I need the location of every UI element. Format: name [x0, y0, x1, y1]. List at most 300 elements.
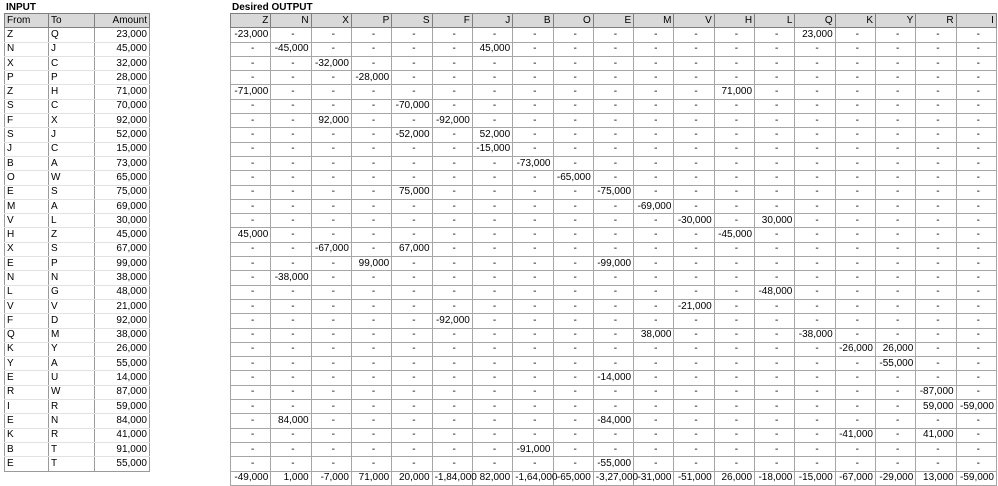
output-column-header: V — [674, 14, 714, 28]
output-column-header: X — [311, 14, 351, 28]
output-cell: - — [714, 199, 754, 213]
output-cell: - — [553, 28, 593, 42]
output-cell: - — [714, 128, 754, 142]
output-cell: - — [311, 156, 351, 170]
output-cell: - — [956, 199, 996, 213]
output-cell: - — [311, 99, 351, 113]
output-row — [231, 242, 997, 256]
input-cell: Q — [49, 28, 95, 42]
output-cell: - — [795, 185, 835, 199]
output-cell: - — [956, 142, 996, 156]
input-row — [5, 214, 150, 228]
output-cell: - — [876, 56, 916, 70]
output-cell: - — [755, 457, 795, 471]
output-cell: - — [956, 214, 996, 228]
output-row — [231, 299, 997, 313]
input-cell: F — [5, 314, 49, 328]
output-cell: - — [755, 142, 795, 156]
output-cell: -67,000 — [311, 242, 351, 256]
output-cell: - — [271, 228, 311, 242]
input-cell: 87,000 — [95, 385, 150, 399]
output-cell: - — [634, 242, 674, 256]
output-cell: - — [553, 228, 593, 242]
output-cell: - — [513, 85, 553, 99]
input-cell: Y — [5, 357, 49, 371]
output-cell: - — [916, 342, 956, 356]
output-cell: - — [553, 42, 593, 56]
output-cell: - — [392, 71, 432, 85]
output-cell: - — [553, 328, 593, 342]
output-cell: - — [956, 285, 996, 299]
output-cell: - — [795, 257, 835, 271]
output-cell: - — [271, 385, 311, 399]
output-column-header: F — [432, 14, 472, 28]
output-cell: - — [311, 442, 351, 456]
output-cell: - — [674, 400, 714, 414]
output-cell: - — [351, 171, 391, 185]
input-cell: S — [49, 242, 95, 256]
output-cell: - — [755, 271, 795, 285]
output-cell: - — [432, 42, 472, 56]
input-row — [5, 400, 150, 414]
input-cell: 26,000 — [95, 342, 150, 356]
output-cell: - — [432, 128, 472, 142]
output-cell: - — [553, 285, 593, 299]
output-cell: - — [513, 128, 553, 142]
output-cell: - — [593, 199, 633, 213]
output-cell: - — [674, 42, 714, 56]
output-cell: - — [513, 114, 553, 128]
output-cell: - — [553, 214, 593, 228]
input-cell: S — [5, 99, 49, 113]
input-row — [5, 242, 150, 256]
output-cell: - — [553, 442, 593, 456]
output-row — [231, 414, 997, 428]
output-cell: - — [351, 85, 391, 99]
output-cell: -45,000 — [714, 228, 754, 242]
output-cell: - — [351, 271, 391, 285]
output-cell: - — [835, 242, 875, 256]
output-cell: - — [674, 442, 714, 456]
input-cell: X — [5, 56, 49, 70]
output-cell: - — [714, 99, 754, 113]
output-cell: - — [432, 214, 472, 228]
output-cell: - — [835, 299, 875, 313]
output-title: Desired OUTPUT — [232, 2, 313, 13]
output-cell: - — [231, 342, 271, 356]
output-cell: - — [634, 185, 674, 199]
output-cell: - — [311, 299, 351, 313]
output-cell: 67,000 — [392, 242, 432, 256]
output-cell: - — [714, 299, 754, 313]
output-cell: - — [231, 385, 271, 399]
output-cell: - — [553, 342, 593, 356]
output-cell: - — [311, 185, 351, 199]
output-cell: - — [916, 185, 956, 199]
output-cell: - — [351, 385, 391, 399]
output-cell: - — [916, 42, 956, 56]
output-cell: - — [513, 228, 553, 242]
input-cell: R — [5, 385, 49, 399]
input-cell: 59,000 — [95, 400, 150, 414]
output-cell: - — [835, 185, 875, 199]
output-cell: - — [634, 114, 674, 128]
output-cell: - — [553, 414, 593, 428]
output-cell: - — [795, 228, 835, 242]
output-cell: - — [835, 42, 875, 56]
output-cell: - — [755, 428, 795, 442]
output-cell: - — [432, 385, 472, 399]
output-cell: - — [472, 285, 512, 299]
output-cell: - — [835, 214, 875, 228]
output-cell: - — [553, 371, 593, 385]
output-cell: - — [472, 371, 512, 385]
output-column-header: Z — [231, 14, 271, 28]
output-cell: - — [795, 428, 835, 442]
output-cell: - — [311, 414, 351, 428]
output-column-header: E — [593, 14, 633, 28]
output-cell: - — [674, 56, 714, 70]
input-cell: H — [5, 228, 49, 242]
output-totals-row — [231, 471, 997, 485]
output-cell: - — [835, 385, 875, 399]
output-cell: - — [392, 28, 432, 42]
output-cell: - — [231, 142, 271, 156]
output-cell: - — [674, 185, 714, 199]
output-cell: - — [432, 342, 472, 356]
output-cell: - — [755, 199, 795, 213]
output-cell: - — [674, 28, 714, 42]
output-cell: - — [755, 99, 795, 113]
output-cell: -26,000 — [835, 342, 875, 356]
output-total-cell: 82,000 — [472, 471, 512, 485]
output-cell: - — [593, 228, 633, 242]
output-total-cell: -15,000 — [795, 471, 835, 485]
input-row — [5, 285, 150, 299]
output-cell: - — [835, 457, 875, 471]
output-cell: - — [432, 299, 472, 313]
output-cell: - — [916, 242, 956, 256]
output-cell: - — [956, 371, 996, 385]
output-cell: - — [351, 42, 391, 56]
output-row — [231, 442, 997, 456]
input-cell: 92,000 — [95, 314, 150, 328]
output-cell: - — [755, 85, 795, 99]
output-cell: - — [956, 328, 996, 342]
output-cell: - — [634, 142, 674, 156]
input-cell: 45,000 — [95, 228, 150, 242]
output-cell: - — [755, 156, 795, 170]
input-cell: 67,000 — [95, 242, 150, 256]
output-cell: -21,000 — [674, 299, 714, 313]
output-cell: - — [271, 185, 311, 199]
output-cell: - — [311, 357, 351, 371]
output-cell: - — [674, 242, 714, 256]
output-cell: - — [351, 414, 391, 428]
output-column-header: S — [392, 14, 432, 28]
input-row — [5, 299, 150, 313]
output-cell: - — [755, 371, 795, 385]
input-cell: 15,000 — [95, 142, 150, 156]
output-cell: - — [634, 314, 674, 328]
output-column-header: Q — [795, 14, 835, 28]
input-cell: V — [5, 214, 49, 228]
output-cell: - — [351, 314, 391, 328]
output-cell: - — [755, 314, 795, 328]
output-column-header: P — [351, 14, 391, 28]
output-cell: - — [876, 271, 916, 285]
output-cell: - — [432, 156, 472, 170]
output-cell: - — [432, 271, 472, 285]
output-cell: - — [311, 371, 351, 385]
input-cell: 91,000 — [95, 442, 150, 456]
output-cell: - — [916, 357, 956, 371]
output-cell: - — [634, 257, 674, 271]
output-cell: - — [311, 271, 351, 285]
output-cell: - — [553, 85, 593, 99]
output-cell: - — [432, 442, 472, 456]
input-row — [5, 56, 150, 70]
input-cell: 45,000 — [95, 42, 150, 56]
output-cell: 92,000 — [311, 114, 351, 128]
output-cell: - — [674, 457, 714, 471]
input-cell: 14,000 — [95, 371, 150, 385]
output-cell: - — [916, 28, 956, 42]
output-cell: - — [835, 228, 875, 242]
output-cell: - — [231, 114, 271, 128]
output-cell: - — [916, 257, 956, 271]
input-cell: F — [5, 114, 49, 128]
output-cell: - — [231, 371, 271, 385]
output-cell: - — [472, 271, 512, 285]
input-cell: T — [49, 442, 95, 456]
output-cell: - — [714, 385, 754, 399]
output-cell: - — [432, 357, 472, 371]
output-cell: - — [674, 271, 714, 285]
output-cell: - — [472, 71, 512, 85]
output-cell: -99,000 — [593, 257, 633, 271]
output-row — [231, 228, 997, 242]
output-cell: - — [553, 71, 593, 85]
output-cell: - — [351, 28, 391, 42]
output-cell: - — [835, 257, 875, 271]
output-cell: - — [634, 342, 674, 356]
output-row — [231, 156, 997, 170]
output-cell: - — [795, 56, 835, 70]
output-row — [231, 171, 997, 185]
output-cell: - — [876, 242, 916, 256]
output-total-cell: -51,000 — [674, 471, 714, 485]
output-cell: 30,000 — [755, 214, 795, 228]
output-cell: - — [755, 342, 795, 356]
input-row — [5, 257, 150, 271]
output-cell: - — [231, 442, 271, 456]
input-cell: E — [5, 371, 49, 385]
output-cell: - — [553, 56, 593, 70]
output-cell: - — [231, 185, 271, 199]
input-cell: K — [5, 342, 49, 356]
output-cell: - — [351, 199, 391, 213]
output-cell: - — [634, 271, 674, 285]
output-cell: - — [231, 357, 271, 371]
output-cell: - — [634, 285, 674, 299]
output-cell: - — [472, 85, 512, 99]
output-cell: - — [513, 271, 553, 285]
output-cell: - — [876, 328, 916, 342]
output-cell: -41,000 — [835, 428, 875, 442]
output-cell: - — [714, 414, 754, 428]
output-cell: - — [634, 371, 674, 385]
output-cell: - — [593, 171, 633, 185]
output-cell: - — [392, 400, 432, 414]
output-cell: - — [956, 56, 996, 70]
output-cell: - — [795, 114, 835, 128]
output-cell: - — [553, 156, 593, 170]
output-cell: - — [231, 214, 271, 228]
output-cell: 71,000 — [714, 85, 754, 99]
input-row — [5, 199, 150, 213]
output-cell: - — [714, 156, 754, 170]
output-cell: - — [634, 71, 674, 85]
input-cell: Z — [5, 28, 49, 42]
output-cell: - — [392, 442, 432, 456]
output-cell: - — [593, 400, 633, 414]
output-cell: - — [755, 56, 795, 70]
input-cell: M — [5, 199, 49, 213]
output-cell: -65,000 — [553, 171, 593, 185]
output-total-cell: 20,000 — [392, 471, 432, 485]
output-cell: - — [795, 142, 835, 156]
output-cell: - — [835, 85, 875, 99]
output-cell: - — [311, 28, 351, 42]
output-row — [231, 99, 997, 113]
input-row — [5, 228, 150, 242]
output-cell: - — [432, 171, 472, 185]
output-cell: - — [674, 156, 714, 170]
output-cell: - — [472, 314, 512, 328]
output-cell: - — [755, 357, 795, 371]
output-cell: - — [956, 71, 996, 85]
output-cell: - — [472, 156, 512, 170]
input-cell: P — [5, 71, 49, 85]
input-cell: X — [5, 242, 49, 256]
output-cell: - — [956, 42, 996, 56]
input-cell: D — [49, 314, 95, 328]
output-cell: 84,000 — [271, 414, 311, 428]
output-cell: - — [472, 99, 512, 113]
input-row — [5, 185, 150, 199]
output-cell: 52,000 — [472, 128, 512, 142]
input-cell: 99,000 — [95, 257, 150, 271]
output-cell: - — [392, 428, 432, 442]
input-row — [5, 128, 150, 142]
output-cell: -45,000 — [271, 42, 311, 56]
output-cell: - — [271, 214, 311, 228]
output-cell: -55,000 — [593, 457, 633, 471]
output-cell: - — [674, 85, 714, 99]
output-cell: - — [392, 414, 432, 428]
output-cell: - — [876, 114, 916, 128]
output-cell: - — [271, 457, 311, 471]
output-row — [231, 128, 997, 142]
input-cell: E — [5, 257, 49, 271]
output-cell: - — [714, 314, 754, 328]
output-cell: - — [634, 442, 674, 456]
output-cell: - — [231, 457, 271, 471]
output-cell: 38,000 — [634, 328, 674, 342]
output-cell: - — [351, 457, 391, 471]
output-cell: - — [351, 114, 391, 128]
output-cell: - — [876, 400, 916, 414]
output-cell: - — [513, 42, 553, 56]
output-cell: -32,000 — [311, 56, 351, 70]
output-cell: - — [916, 414, 956, 428]
output-cell: - — [392, 85, 432, 99]
output-cell: - — [674, 228, 714, 242]
output-cell: - — [593, 342, 633, 356]
input-cell: 28,000 — [95, 71, 150, 85]
output-cell: - — [513, 357, 553, 371]
output-cell: - — [271, 371, 311, 385]
input-cell: N — [49, 271, 95, 285]
output-cell: - — [392, 56, 432, 70]
input-cell: Z — [5, 85, 49, 99]
output-cell: - — [956, 442, 996, 456]
input-cell: 21,000 — [95, 299, 150, 313]
output-row — [231, 114, 997, 128]
output-cell: - — [392, 214, 432, 228]
output-cell: - — [835, 171, 875, 185]
input-cell: Y — [49, 342, 95, 356]
output-cell: - — [916, 442, 956, 456]
output-cell: - — [311, 328, 351, 342]
output-cell: - — [876, 171, 916, 185]
output-cell: - — [714, 28, 754, 42]
output-cell: - — [876, 228, 916, 242]
output-cell: - — [513, 299, 553, 313]
input-cell: W — [49, 385, 95, 399]
output-cell: - — [593, 28, 633, 42]
output-cell: - — [271, 285, 311, 299]
input-cell: J — [49, 128, 95, 142]
output-cell: - — [876, 71, 916, 85]
output-cell: - — [351, 328, 391, 342]
output-cell: - — [513, 457, 553, 471]
output-cell: - — [513, 199, 553, 213]
output-cell: - — [553, 400, 593, 414]
output-cell: -14,000 — [593, 371, 633, 385]
output-cell: - — [271, 85, 311, 99]
output-cell: - — [311, 199, 351, 213]
output-cell: -69,000 — [634, 199, 674, 213]
output-cell: - — [472, 228, 512, 242]
input-cell: E — [5, 457, 49, 471]
output-cell: - — [593, 242, 633, 256]
output-total-cell: 71,000 — [351, 471, 391, 485]
output-cell: - — [755, 328, 795, 342]
input-column-header: From — [5, 14, 49, 28]
output-cell: - — [876, 85, 916, 99]
output-cell: - — [755, 171, 795, 185]
output-total-cell: -67,000 — [835, 471, 875, 485]
input-row — [5, 342, 150, 356]
output-cell: - — [311, 214, 351, 228]
output-cell: - — [755, 400, 795, 414]
output-total-cell: -59,000 — [956, 471, 996, 485]
output-cell: - — [916, 457, 956, 471]
output-column-header: K — [835, 14, 875, 28]
output-cell: - — [392, 357, 432, 371]
